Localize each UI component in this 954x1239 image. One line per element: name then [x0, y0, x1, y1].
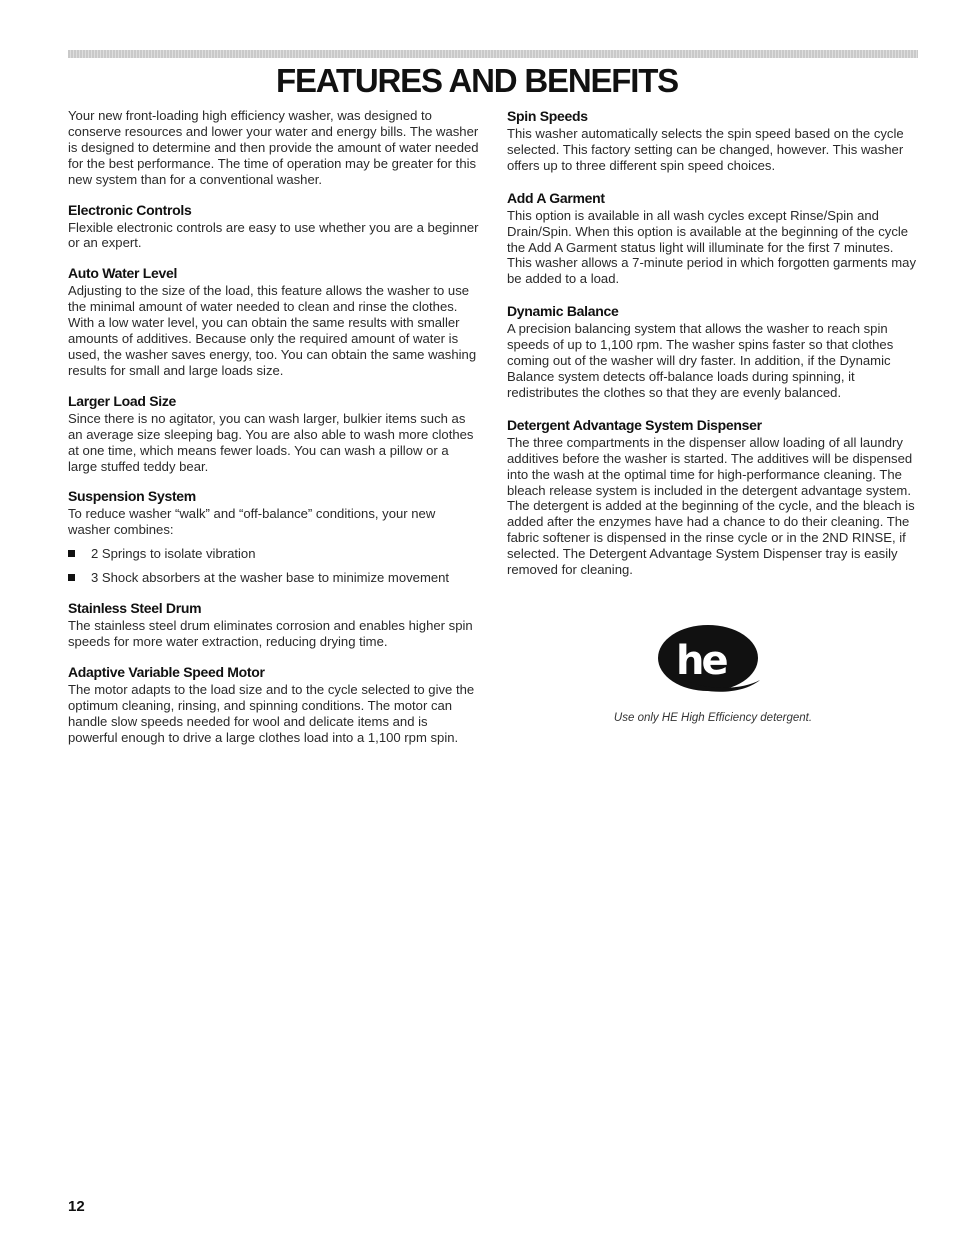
section-adaptive-variable-speed-motor	[68, 664, 480, 746]
square-bullet-icon	[68, 574, 75, 581]
list-item	[68, 546, 480, 562]
section-body: The three compartments in the dispenser allow loading of all laundry additives before the washer is started. The additives will be dispensed into the wash at the optimal time for high-performance cleaning. The bleach release system is included in the detergent advantage system. The detergent is added at the beginning of the cycle, and the bleach is added after the enzymes have had a chance to do their cleaning. The fabric softener is dispensed in the rinse cycle or in the 2ND RINSE, if selected. The Detergent Advantage System Dispenser tray is easily removed for cleaning.	[507, 434, 915, 578]
section-larger-load-size	[68, 393, 480, 475]
section-body: To reduce washer “walk” and “off-balance” conditions, your new washer combines:	[68, 506, 436, 538]
intro-paragraph: Your new front-loading high efficiency washer, was designed to conserve resources and lower your water and energy bills. The washer is designed to determine and then provide the amount of water needed for the best performance. The time of operation may be greater for this new system than for a conventional washer.	[68, 108, 479, 187]
square-bullet-icon	[68, 550, 75, 557]
section-heading: Dynamic Balance	[507, 303, 619, 320]
top-divider-rule	[68, 50, 918, 58]
he-logo-icon	[650, 622, 770, 702]
section-body: This washer automatically selects the spin speed based on the cycle selected. This factory setting can be changed, however. This washer offers up to three different spin speed choices.	[507, 126, 904, 173]
section-detergent-advantage-system-dispenser	[507, 417, 919, 578]
section-heading: Electronic Controls	[68, 201, 192, 218]
section-auto-water-level	[68, 265, 480, 378]
section-body: The motor adapts to the load size and to the cycle selected to give the optimum cleaning, rinsing, and spinning conditions. The motor can handle slow speeds needed for wool and delicate items and is powerful enough to drive a large clothes load into a 1,100 rpm spin.	[68, 682, 475, 745]
section-body: The stainless steel drum eliminates corrosion and enables higher spin speeds for more water extraction, reducing drying time.	[68, 618, 473, 650]
list-item-text: 2 Springs to isolate vibration	[91, 546, 256, 562]
section-body: This option is available in all wash cycles except Rinse/Spin and Drain/Spin. When this option is available at the beginning of the cycle the Add A Garment status light will illuminate for the first 7 minutes. This washer allows a 7-minute period in which forgotten garments may be added to a load.	[507, 207, 917, 287]
page-title: FEATURES AND BENEFITS	[276, 62, 678, 99]
section-suspension-system	[68, 488, 480, 586]
list-item	[68, 570, 480, 586]
section-spin-speeds	[507, 108, 919, 174]
section-body: Adjusting to the size of the load, this feature allows the washer to use the minimal amount of water needed to clean and rinse the clothes. With a low water level, you can obtain the same results with smaller amounts of additives. Because only the required amount of water is used, the washer saves energy, too. You can obtain the same washing results for small and large loads size.	[68, 283, 477, 378]
section-body: Flexible electronic controls are easy to use whether you are a beginner or an expert.	[68, 219, 479, 251]
section-dynamic-balance	[507, 303, 919, 401]
suspension-bullet-list	[68, 546, 480, 586]
logo-caption: Use only HE High Efficiency detergent.	[613, 712, 813, 724]
section-heading: Spin Speeds	[507, 108, 588, 124]
section-add-a-garment	[507, 190, 919, 288]
section-heading: Stainless Steel Drum	[68, 600, 202, 617]
list-item-text: 3 Shock absorbers at the washer base to minimize movement	[91, 570, 450, 586]
page-number: 12	[68, 1198, 85, 1215]
section-heading: Suspension System	[68, 488, 196, 505]
section-heading: Add A Garment	[507, 189, 605, 206]
section-heading: Adaptive Variable Speed Motor	[68, 664, 265, 681]
section-body: A precision balancing system that allows the washer to reach spin speeds of up to 1,100 rpm. The washer spins faster so that clothes coming out of the washer will dry faster. In addition, if the Dynamic Balance system detects off-balance loads during spinning, it redistributes the clothes so that they are evenly balanced.	[507, 321, 894, 400]
section-electronic-controls	[68, 202, 480, 252]
intro-section	[68, 108, 480, 188]
section-stainless-steel-drum	[68, 600, 480, 650]
section-heading: Auto Water Level	[68, 265, 178, 282]
section-heading: Detergent Advantage System Dispenser	[507, 416, 762, 433]
left-column	[68, 108, 480, 760]
section-heading: Larger Load Size	[68, 392, 177, 409]
right-column	[507, 108, 919, 594]
svg-text:he: he	[676, 638, 726, 684]
section-body: Since there is no agitator, you can wash larger, bulkier items such as an average size sleeping bag. You are also able to wash more clothes at one time, which means fewer loads. You can wash a pillow or a large stuffed teddy bear.	[68, 410, 474, 474]
